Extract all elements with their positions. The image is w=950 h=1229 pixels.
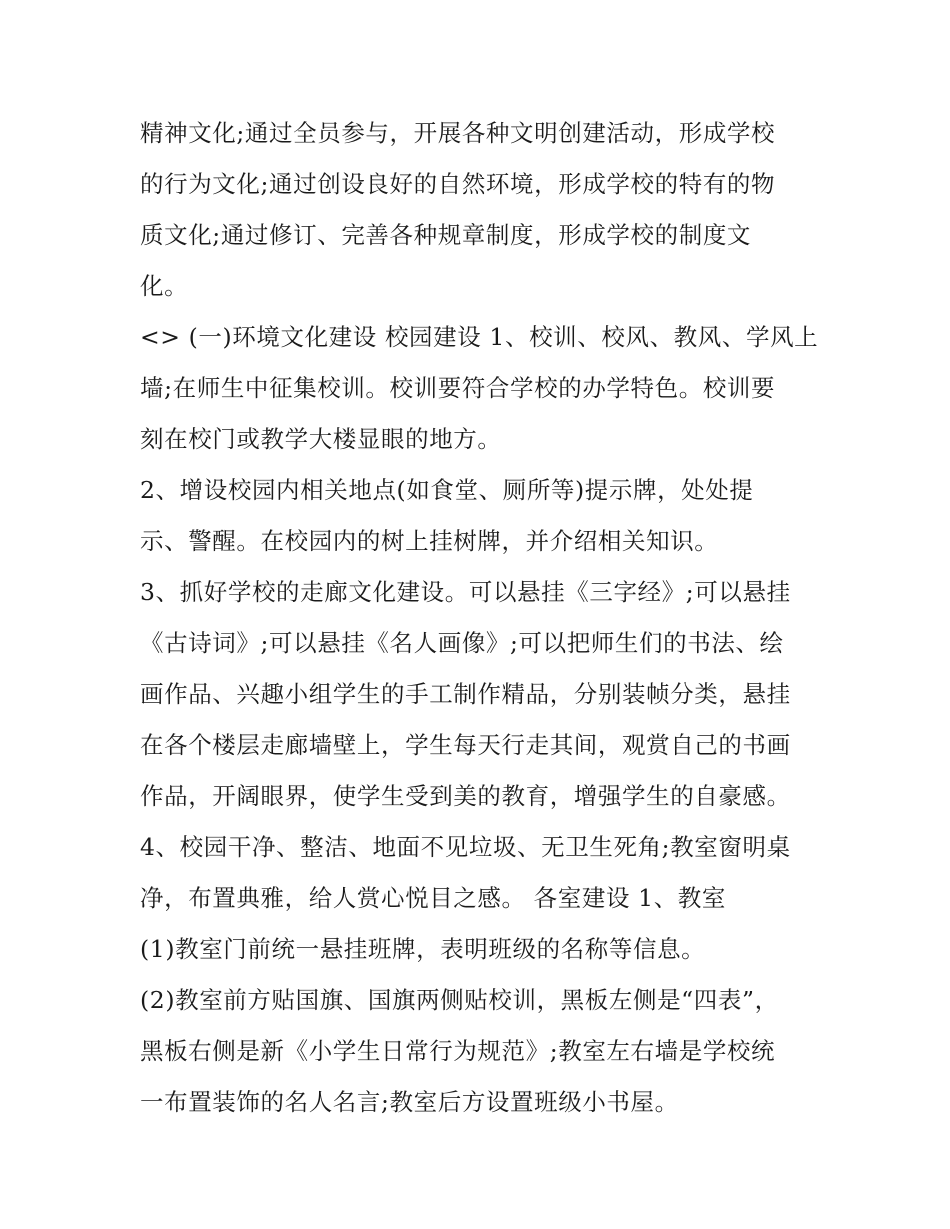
text-line: 的行为文化;通过创设良好的自然环境，形成学校的特有的物 [140,170,776,198]
text-line: 画作品、兴趣小组学生的手工制作精品，分别装帧分类，悬挂 [140,680,791,708]
text-line: 作品，开阔眼界，使学生受到美的教育，增强学生的自豪感。 [140,782,791,810]
text-line: 净，布置典雅，给人赏心悦目之感。 各室建设 1、教室 [140,884,726,912]
text-line: 黑板右侧是新《小学生日常行为规范》;教室左右墙是学校统 [140,1037,776,1065]
text-line: 示、警醒。在校园内的树上挂树牌，并介绍相关知识。 [140,527,719,555]
text-line: 一布置装饰的名人名言;教室后方设置班级小书屋。 [140,1088,679,1116]
text-line: 2、增设校园内相关地点(如食堂、厕所等)提示牌，处处提 [140,476,754,504]
text-line: (2)教室前方贴国旗、国旗两侧贴校训，黑板左侧是“四表”， [140,986,779,1014]
text-line: 4、校园干净、整洁、地面不见垃圾、无卫生死角;教室窗明桌 [140,833,791,861]
text-line: (1)教室门前统一悬挂班牌，表明班级的名称等信息。 [140,935,706,963]
text-line: 《古诗词》;可以悬挂《名人画像》;可以把师生们的书法、绘 [140,629,784,657]
text-line: 墙;在师生中征集校训。校训要符合学校的办学特色。校训要 [140,374,776,402]
text-line: 化。 [140,272,189,300]
text-line: 精神文化;通过全员参与，开展各种文明创建活动，形成学校 [140,119,776,147]
text-line: 3、抓好学校的走廊文化建设。可以悬挂《三字经》;可以悬挂 [140,578,791,606]
text-line: 刻在校门或教学大楼显眼的地方。 [140,425,502,453]
text-line: <> (一)环境文化建设 校园建设 1、校训、校风、教风、学风上 [140,323,819,351]
text-line: 在各个楼层走廊墙壁上，学生每天行走其间，观赏自己的书画 [140,731,791,759]
document-body [140,108,820,1128]
text-line: 质文化;通过修订、完善各种规章制度，形成学校的制度文 [140,221,752,249]
